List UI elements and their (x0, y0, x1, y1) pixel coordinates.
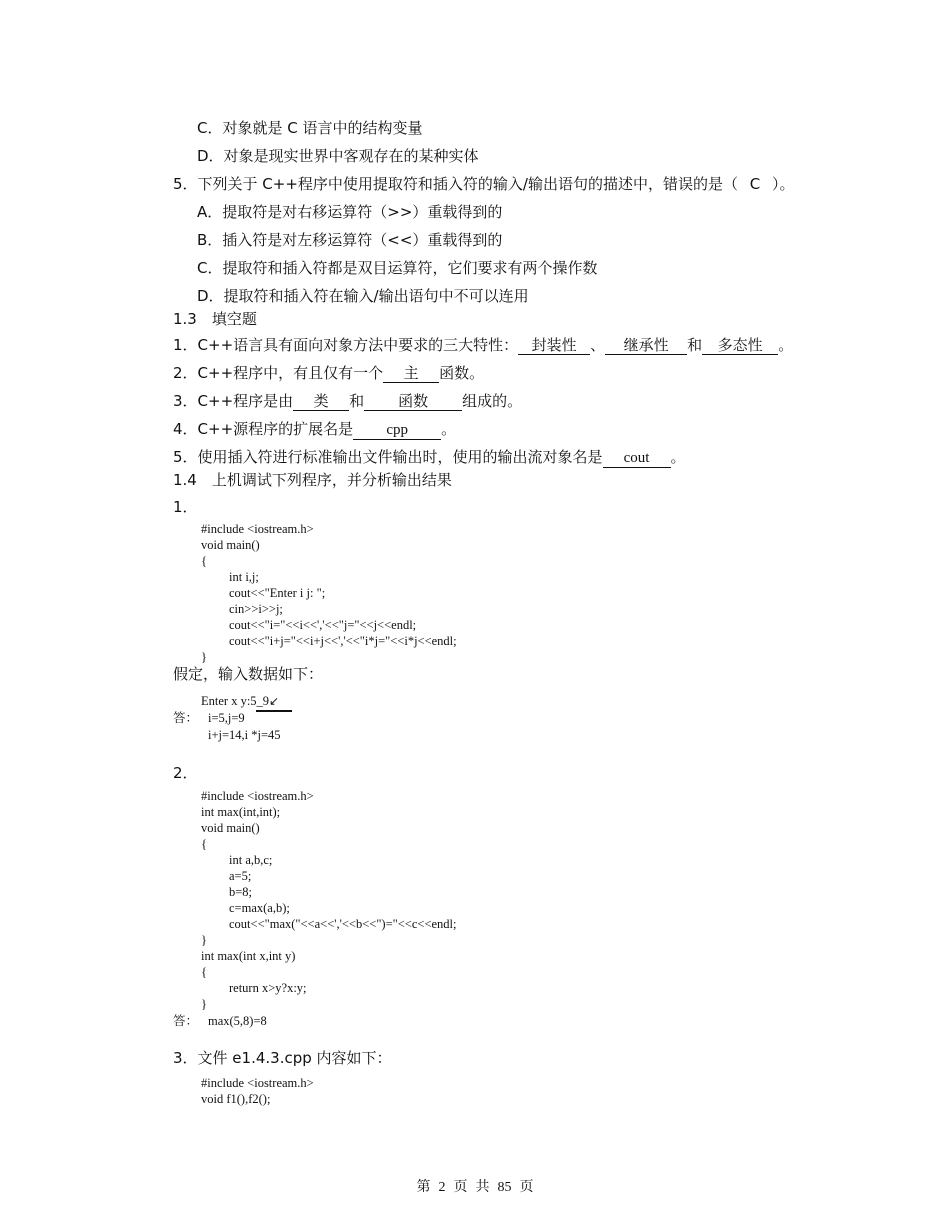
code-line: cout<<"Enter i j: "; (229, 586, 326, 600)
fill-q1-blank-2: 继承性 (605, 337, 687, 355)
input-underline (256, 710, 292, 712)
code-line: } (201, 650, 207, 664)
code-line: c=max(a,b); (229, 901, 290, 915)
footer-ye: 页 (453, 1180, 468, 1195)
program-1-number: 1． (173, 498, 198, 516)
footer-di: 第 (416, 1180, 431, 1195)
q5-answer: C (749, 175, 761, 193)
fill-q2-blank: 主 (383, 365, 439, 383)
fill-q4-blank: cpp (353, 422, 441, 440)
answer-label: 答： (173, 711, 199, 725)
fill-q3-end: 组成的。 (462, 392, 523, 410)
fill-q4-end: 。 (441, 420, 457, 438)
fill-q3-text: 3．C++程序是由 (173, 392, 294, 410)
code-line: void main() (201, 538, 260, 552)
q5-option-b: B．插入符是对左移运算符（<<）重载得到的 (197, 231, 503, 249)
fill-q1-blank-1: 封装性 (518, 337, 590, 355)
fill-q3-blank-1: 类 (293, 393, 349, 411)
code-line: a=5; (229, 869, 252, 883)
fill-q3-blank-2: 函数 (364, 393, 462, 411)
fill-q1-end: 。 (778, 336, 794, 354)
fill-q4 (173, 419, 456, 440)
code-line: #include <iostream.h> (201, 789, 314, 803)
q5-option-d: D．提取符和插入符在输入/输出语句中不可以连用 (197, 287, 529, 305)
code-line: int i,j; (229, 570, 259, 584)
input-separator: _ (256, 694, 263, 708)
input-value: 9 (262, 694, 270, 708)
fill-q4-text: 4．C++源程序的扩展名是 (173, 420, 354, 438)
code-line: return x>y?x:y; (229, 981, 307, 995)
program-1-output-1: i=5,j=9 (208, 711, 245, 725)
footer-gong: 共 (475, 1180, 490, 1195)
fill-q1 (173, 335, 793, 355)
answer-label: 答： (173, 1014, 199, 1028)
q5-stem (173, 174, 795, 194)
fill-q5-blank: cout (603, 450, 671, 468)
code-line: int a,b,c; (229, 853, 273, 867)
fill-q1-and: 和 (687, 336, 703, 354)
section-heading-lab: 1.4 上机调试下列程序，并分析输出结果 (173, 471, 452, 489)
footer-total-pages: 85 (497, 1180, 512, 1195)
enter-arrow-icon: ↙ (269, 694, 280, 708)
fill-q5-text: 5．使用插入符进行标准输出文件输出时，使用的输出流对象名是 (173, 448, 603, 466)
code-line: #include <iostream.h> (201, 522, 314, 536)
q5-stem-close: ）。 (771, 175, 795, 193)
code-line: cin>>i>>j; (229, 602, 283, 616)
code-line: } (201, 933, 207, 947)
program-1-assumption: 假定，输入数据如下： (173, 665, 324, 683)
code-line: cout<<"max("<<a<<','<<b<<")="<<c<<endl; (229, 917, 457, 931)
code-line: { (201, 837, 207, 851)
code-line: void main() (201, 821, 260, 835)
q5-stem-text: 5．下列关于 C++程序中使用提取符和插入符的输入/输出语句的描述中，错误的是（ (173, 175, 738, 193)
q4-option-d: D．对象是现实世界中客观存在的某种实体 (197, 147, 479, 165)
fill-q5-end: 。 (670, 448, 686, 466)
input-prefix: Enter x y:5 (201, 694, 257, 708)
fill-q2 (173, 363, 484, 383)
fill-q2-end: 函数。 (439, 364, 485, 382)
code-line: int max(int,int); (201, 805, 281, 819)
footer-page-number: 2 (438, 1180, 446, 1195)
code-line: int max(int x,int y) (201, 949, 296, 963)
footer-ye: 页 (519, 1180, 534, 1195)
section-heading-fill: 1.3 填空题 (173, 310, 257, 328)
program-1-output-2: i+j=14,i *j=45 (208, 728, 281, 742)
code-line: cout<<"i+j="<<i+j<<','<<"i*j="<<i*j<<endl; (229, 634, 457, 648)
q5-option-a: A．提取符是对右移运算符（>>）重载得到的 (197, 203, 503, 221)
code-line: #include <iostream.h> (201, 1076, 314, 1090)
page-footer (0, 1176, 950, 1196)
q5-option-c: C．提取符和插入符都是双目运算符，它们要求有两个操作数 (197, 259, 598, 277)
fill-q1-sep: 、 (590, 336, 606, 354)
code-line: b=8; (229, 885, 253, 899)
program-2-output: max(5,8)=8 (208, 1014, 267, 1028)
fill-q1-text: 1．C++语言具有面向对象方法中要求的三大特性： (173, 336, 519, 354)
code-line: } (201, 997, 207, 1011)
fill-q5 (173, 447, 686, 468)
code-line: { (201, 965, 207, 979)
fill-q1-blank-3: 多态性 (702, 337, 778, 355)
code-line: cout<<"i="<<i<<','<<"j="<<j<<endl; (229, 618, 417, 632)
fill-q3-and: 和 (349, 392, 365, 410)
fill-q2-text: 2．C++程序中，有且仅有一个 (173, 364, 384, 382)
program-2-number: 2． (173, 764, 198, 782)
program-3-title: 3．文件 e1.4.3.cpp 内容如下： (173, 1049, 392, 1067)
fill-q3 (173, 391, 522, 411)
q4-option-c: C．对象就是 C 语言中的结构变量 (197, 119, 423, 137)
code-line: void f1(),f2(); (201, 1092, 271, 1106)
program-1-input (201, 693, 279, 709)
code-line: { (201, 554, 207, 568)
